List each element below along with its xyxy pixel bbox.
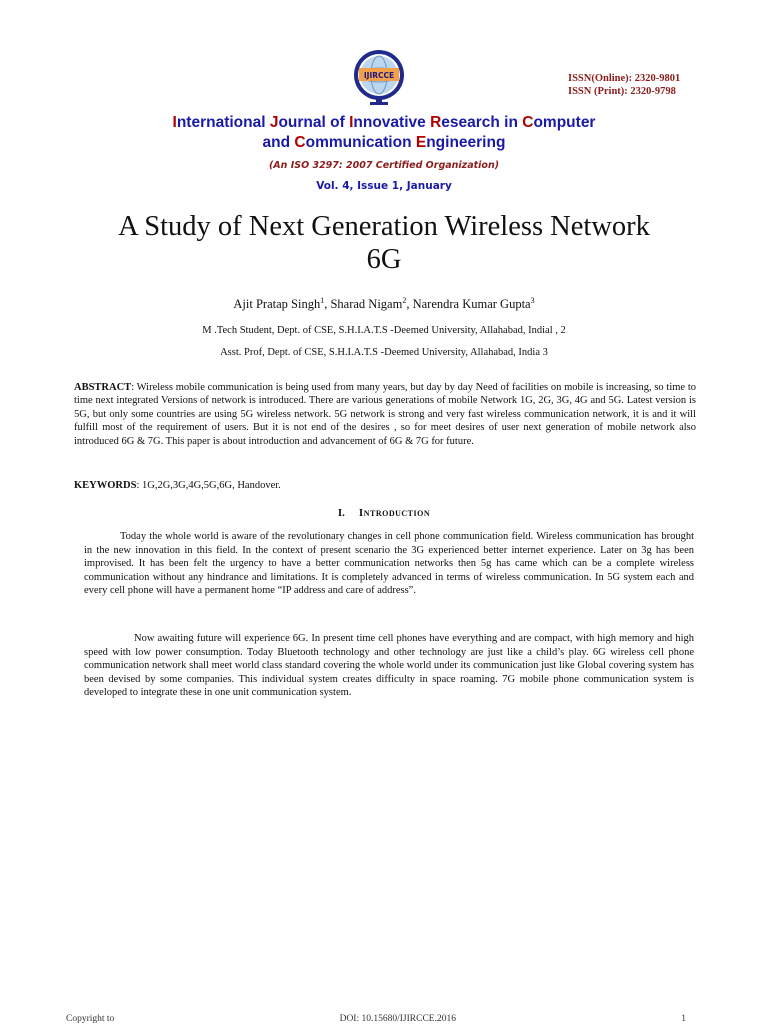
- journal-logo: [350, 48, 408, 106]
- issn-print: ISSN (Print): 2320-9798: [568, 86, 676, 97]
- section-number: I.: [337, 507, 345, 519]
- author-sup: 2: [402, 296, 407, 305]
- section-title: Introduction: [358, 507, 431, 519]
- volume-issue: Vol. 4, Issue 1, January: [316, 180, 452, 192]
- page-number: 1: [681, 1014, 686, 1024]
- keywords: [74, 480, 696, 491]
- page-footer: [66, 1014, 686, 1024]
- author-sup: 3: [530, 296, 535, 305]
- author-name: Sharad Nigam: [330, 297, 403, 312]
- logo-text: IJIRCCE: [363, 71, 395, 80]
- body-paragraph-2: Now awaiting future will experience 6G. In present time cell phones have everything and are compact, with high memory and high speed with low power consumption. Today Bluetooth technology and other technology are just like a child’s play. 6G wireless cell phone communication network shall meet world class standard covering the whole world under its communication just like Global covering system has been devised by some companies. This individual system creates difficulty in space roaming. 7G mobile phone communication system is developed to integrate these in one unit communication system.: [84, 633, 694, 699]
- author-list: Ajit Pratap Singh$^1$, Sharad Nigam$^2$, Narendra Kumar Gupta$^3$: [233, 296, 535, 312]
- section-heading: [0, 507, 768, 519]
- journal-name-line2: and Communication Engineering: [262, 134, 506, 151]
- issn-block: [568, 72, 680, 98]
- affiliation-2: Asst. Prof, Dept. of CSE, S.H.I.A.T.S -Deemed University, Allahabad, India 3: [220, 347, 548, 358]
- certification-note: (An ISO 3297: 2007 Certified Organization): [268, 160, 500, 171]
- paper-title-line1: A Study of Next Generation Wireless Network: [118, 211, 650, 242]
- abstract: [74, 381, 696, 448]
- paper-title: [60, 210, 708, 276]
- author-sup: 1: [320, 296, 325, 305]
- issn-online: ISSN(Online): 2320-9801: [568, 73, 681, 84]
- keywords-text: : 1G,2G,3G,4G,5G,6G, Handover.: [136, 480, 281, 491]
- author-name: Ajit Pratap Singh: [233, 297, 321, 312]
- paper-title-line2: 6G: [366, 244, 402, 275]
- footer-copyright: Copyright to: [66, 1014, 115, 1024]
- abstract-text: : Wireless mobile communication is being used from many years, but day by day Need of facilities on mobile is increasing, so time to time next integrated Versions of network is introduced. There are various generations of mobile Network 1G, 2G, 3G, 4G and 5G. Latest version is 5G, but only some countries are using 5G wireless network. 5G network is strong and very fast wireless communication network, it is and it will fulfill most of the requirement of users. But it is not end of the desires , so for meet desires of user next generation of mobile network also introduced 6G & 7G. This paper is about introduction and advancement of 6G & 7G for future.: [74, 382, 696, 447]
- journal-name: [0, 113, 768, 153]
- body-paragraph-1: Today the whole world is aware of the revolutionary changes in cell phone communication field. Wireless communication has brought in the new innovation in this field. In the context of present scenario the 3G experienced better internet experience. Later on 3g has been improvised. It has been felt the urgency to have a better communication networks then 5g has came which can be a complete wireless communication without any hindrance and limitations. It is completely advanced in terms of wireless communication. In 5G system each and every cell phone will have a permanent home “IP address and care of address”.: [84, 531, 694, 597]
- abstract-label: ABSTRACT: [74, 382, 132, 393]
- journal-name-line1: International Journal of Innovative Research in Computer: [172, 114, 596, 131]
- author-name: Narendra Kumar Gupta: [412, 297, 531, 312]
- keywords-label: KEYWORDS: [74, 480, 137, 491]
- affiliation-1: M .Tech Student, Dept. of CSE, S.H.I.A.T.S -Deemed University, Allahabad, Indial , 2: [202, 325, 566, 336]
- footer-doi: DOI: 10.15680/IJIRCCE.2016: [339, 1014, 456, 1024]
